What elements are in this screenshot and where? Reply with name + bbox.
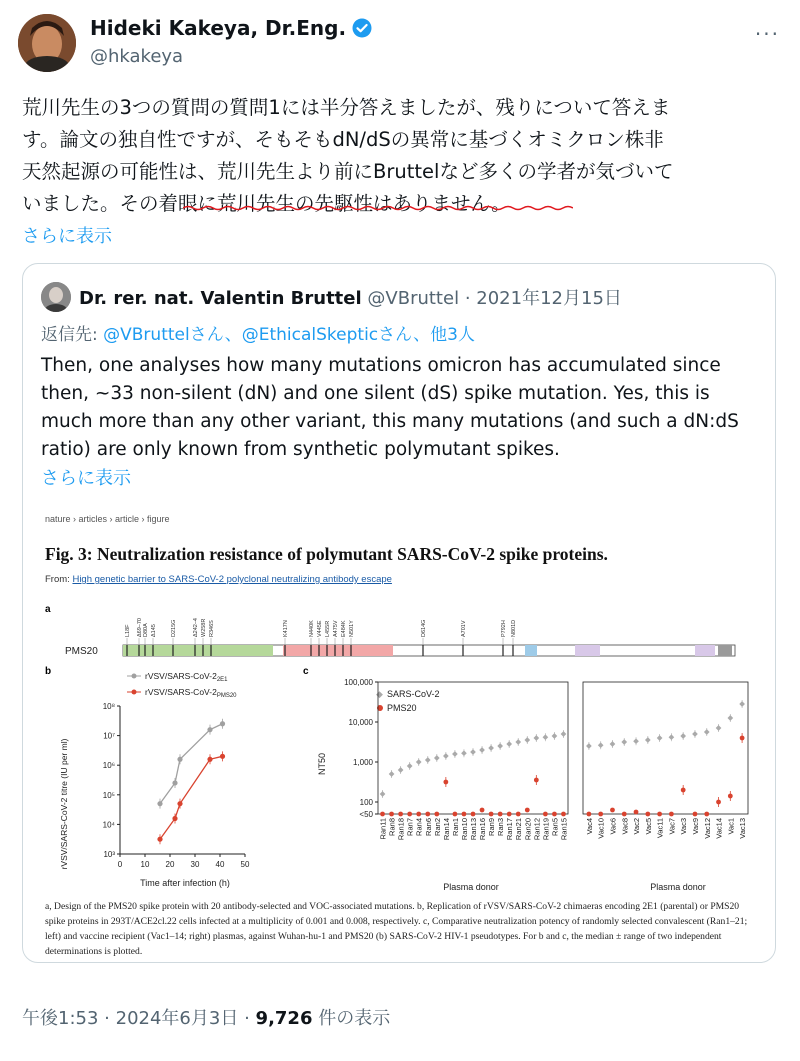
donor-label: Vac14 xyxy=(714,818,724,839)
pms20-point xyxy=(740,736,745,741)
donor-label: Ran1 xyxy=(450,818,460,836)
pms20-point xyxy=(398,812,403,817)
domain-grey xyxy=(718,645,732,656)
mutation-label: A701V xyxy=(461,620,467,637)
donor-label: Ran13 xyxy=(469,818,478,841)
donor-label: Ran14 xyxy=(441,818,451,841)
panel-c-label: c xyxy=(303,666,309,677)
sars-point xyxy=(680,733,686,739)
sars-point xyxy=(461,750,467,756)
sars-point xyxy=(488,745,494,751)
quote-author-avatar[interactable] xyxy=(41,282,71,312)
pms20-point xyxy=(669,812,674,817)
sars-point xyxy=(416,759,422,765)
sars-point xyxy=(425,757,431,763)
panel-b-xlabel: Time after infection (h) xyxy=(140,878,230,888)
quote-header xyxy=(79,284,622,310)
legend-sars-text: SARS-CoV-2 xyxy=(387,689,440,699)
legend-sars-marker: ◆ xyxy=(376,689,383,699)
mutation-label: A475V xyxy=(333,620,339,637)
verified-badge-icon xyxy=(352,18,372,38)
donor-label: Ran6 xyxy=(423,818,433,836)
pms20-point xyxy=(716,800,721,805)
y-tick-label: 10⁵ xyxy=(102,790,115,800)
sars-point xyxy=(716,725,722,731)
sars-point xyxy=(443,753,449,759)
panel-c-legend xyxy=(376,689,440,713)
y-tick-label: 10⁴ xyxy=(102,820,115,830)
pms20-point xyxy=(462,812,467,817)
y-tick-label: 10,000 xyxy=(348,718,373,727)
red-underline-annotation xyxy=(183,205,573,211)
donor-label: Ran16 xyxy=(478,818,488,841)
x-tick-label: 10 xyxy=(140,860,150,869)
domain-lilac-2 xyxy=(695,645,715,656)
pms20-point xyxy=(498,812,503,817)
donor-label: Ran11 xyxy=(378,818,388,840)
donor-label: Vac10 xyxy=(596,818,606,839)
donor-label: Ran18 xyxy=(396,818,406,841)
donor-label: Vac5 xyxy=(643,818,653,835)
sars-point xyxy=(610,741,616,747)
pms20-point xyxy=(434,812,439,817)
mutation-label: N501Y xyxy=(349,620,355,637)
pms20-point xyxy=(586,812,591,817)
quoted-tweet[interactable] xyxy=(22,263,776,963)
mutation-label: L455R xyxy=(325,620,331,637)
sars-point xyxy=(524,737,530,743)
donor-label: Vac6 xyxy=(608,818,618,835)
sars-point xyxy=(633,738,639,744)
donor-label: Ran8 xyxy=(387,818,397,836)
y-tick-label: 10⁷ xyxy=(103,731,115,741)
pms20-point xyxy=(380,812,385,817)
legend-pms20-c-text: PMS20 xyxy=(387,703,417,713)
mutation-label: Δ69–70 xyxy=(137,618,143,637)
sars-point xyxy=(552,733,558,739)
donor-label: Vac9 xyxy=(690,818,700,835)
pms20-construct-label: PMS20 xyxy=(65,646,98,657)
data-point xyxy=(220,721,225,726)
sars-point xyxy=(561,731,567,737)
quote-author-name[interactable]: Dr. rer. nat. Valentin Bruttel xyxy=(79,288,362,309)
x-tick-label: 0 xyxy=(117,860,123,869)
panel-b-ylabel: rVSV/SARS-CoV-2 titre (IU per ml) xyxy=(59,738,69,870)
panel-c-ylabel: NT50 xyxy=(317,752,327,776)
sars-point xyxy=(645,737,651,743)
sars-point xyxy=(692,731,698,737)
pms20-point xyxy=(598,812,603,817)
reply-to-users-link[interactable]: @VBruttelさん、@EthicalSkepticさん、他3人 xyxy=(103,325,475,345)
pms20-point xyxy=(704,812,709,817)
figure-title: Fig. 3: Neutralization resistance of polymutant SARS-CoV-2 spike proteins. xyxy=(45,544,608,564)
sars-point xyxy=(398,767,404,773)
pms20-point xyxy=(443,780,448,785)
donor-label: Ran3 xyxy=(496,818,506,836)
sars-point xyxy=(407,763,413,769)
mutation-label: Δ145 xyxy=(151,624,157,637)
data-point xyxy=(172,816,177,821)
data-point xyxy=(177,757,182,762)
donor-label: Ran5 xyxy=(550,818,560,836)
mutation-label: N440K xyxy=(309,620,315,637)
show-more-link[interactable]: さらに表示 xyxy=(22,226,112,247)
panel-c-chart xyxy=(303,664,763,894)
y-tick-label: 10⁶ xyxy=(102,761,115,771)
donor-label: Ran2 xyxy=(432,818,442,836)
donor-label: Vac1 xyxy=(726,818,736,835)
mutation-label: D80A xyxy=(143,623,149,637)
donor-label: Ran15 xyxy=(559,818,569,841)
pms20-point xyxy=(622,812,627,817)
more-options-icon[interactable]: ··· xyxy=(754,22,780,46)
mutation-label: R346S xyxy=(209,620,215,637)
mutation-label: V445E xyxy=(317,620,323,637)
pms20-point xyxy=(552,812,557,817)
donor-label: Vac11 xyxy=(655,818,665,839)
donor-label: Ran10 xyxy=(459,818,469,841)
donor-label: Vac8 xyxy=(620,818,630,835)
svg-text:rVSV/SARS-CoV-2PMS20 xyxy=(145,687,237,699)
pms20-point xyxy=(543,812,548,817)
sars-point xyxy=(739,701,745,707)
panel-b-label: b xyxy=(45,666,52,677)
mutation-label: D614G xyxy=(421,619,427,637)
donor-label: Vac12 xyxy=(702,818,712,839)
tweet-date[interactable]: 2024年6月3日 xyxy=(115,1008,239,1029)
donor-label: Ran7 xyxy=(405,818,415,836)
legend-pms20-marker xyxy=(132,690,137,695)
pms20-point xyxy=(516,812,521,817)
sars-point xyxy=(543,734,549,740)
x-tick-label: 20 xyxy=(165,860,175,869)
panel-c-xlabel-left: Plasma donor xyxy=(443,882,499,892)
pms20-point xyxy=(561,812,566,817)
series-line-1 xyxy=(160,756,223,839)
tweet-time[interactable]: 午後1:53 xyxy=(22,1008,99,1029)
quote-date[interactable]: 2021年12月15日 xyxy=(476,288,622,309)
pms20-point xyxy=(693,812,698,817)
data-point xyxy=(207,757,212,762)
sars-point xyxy=(380,791,386,797)
sars-point xyxy=(515,739,521,745)
pms20-point xyxy=(471,812,476,817)
legend-2e1-sub: 2E1 xyxy=(216,677,228,683)
figure-image[interactable] xyxy=(45,514,765,957)
pms20-point xyxy=(407,812,412,817)
data-point xyxy=(207,727,212,732)
pms20-point xyxy=(480,808,485,813)
sars-point xyxy=(586,743,592,749)
sars-point xyxy=(389,771,395,777)
mutation-label: Δ242–4 xyxy=(193,618,199,637)
y-tick-label: 100 xyxy=(359,798,373,807)
panel-a-construct-map xyxy=(45,602,765,662)
pms20-point xyxy=(657,812,662,817)
donor-label: Vac4 xyxy=(584,818,594,835)
pms20-point xyxy=(634,810,639,815)
author-avatar[interactable] xyxy=(18,14,76,72)
pms20-point xyxy=(681,788,686,793)
sars-point xyxy=(598,742,604,748)
rbd-domain xyxy=(283,645,393,656)
donor-label: Ran4 xyxy=(414,818,424,836)
donor-label: Vac3 xyxy=(679,818,689,835)
figure-caption: a, Design of the PMS20 spike protein with 20 antibody-selected and VOC-associated mutations. b, Replication of rVSV/SARS-CoV-2 chimaeras encoding 2E1 (parental) or PMS20 spike proteins in 293T/ACE2cl.22 cells infected at a multiplicity of 0.001 and 0.008, respectively. c, Comparative neutralization potency of randomly selected convalescent (Ran1–21; left) and vaccine recipient (Vac1–14; right) plasmas, against Wuhan-hu-1 and PMS20 (b) SARS-CoV-2 HIV-1 pseudotypes. For b and c, the median ± range of two independent determinations is plotted. xyxy=(45,901,748,957)
y-tick-label: 100,000 xyxy=(344,678,373,687)
sars-point xyxy=(727,715,733,721)
donor-label: Ran20 xyxy=(523,818,533,841)
tweet-metadata: 午後1:53 · 2024年6月3日 · 9,726 件の表示 xyxy=(22,1008,391,1029)
donor-label: Vac2 xyxy=(632,818,642,835)
pms20-point xyxy=(389,812,394,817)
x-tick-label: 40 xyxy=(215,860,225,869)
sars-point xyxy=(497,743,503,749)
donor-label: Ran17 xyxy=(505,818,515,841)
quote-separator: · xyxy=(464,288,471,309)
mutation-label: D215G xyxy=(171,619,177,637)
author-handle[interactable]: @hkakeya xyxy=(90,46,184,67)
mutation-label: N801D xyxy=(511,619,517,637)
pms20-point xyxy=(534,778,539,783)
view-count: 9,726 xyxy=(255,1008,313,1029)
sars-point xyxy=(470,749,476,755)
panel-c-xlabel-right: Plasma donor xyxy=(650,882,706,892)
mutation-label: P792H xyxy=(501,620,507,637)
pms20-point xyxy=(610,808,615,813)
sars-point xyxy=(452,751,458,757)
y-tick-label: 10⁸ xyxy=(102,702,115,711)
panel-b-chart xyxy=(45,664,295,894)
donor-label: Ran9 xyxy=(487,818,497,836)
data-point xyxy=(172,780,177,785)
panel-a-label: a xyxy=(45,604,51,615)
figure-source-link[interactable]: High genetic barrier to SARS-CoV-2 polyclonal neutralizing antibody escape xyxy=(72,574,392,585)
domain-lilac-1 xyxy=(575,645,600,656)
sars-point xyxy=(669,734,675,740)
view-count-label: 件の表示 xyxy=(318,1008,391,1029)
data-point xyxy=(220,754,225,759)
pms20-point xyxy=(728,794,733,799)
y-tick-label: 1,000 xyxy=(352,758,373,767)
pms20-point xyxy=(425,812,430,817)
sars-point xyxy=(506,741,512,747)
donor-label: Ran19 xyxy=(541,818,551,841)
mutation-label: L18F xyxy=(125,624,131,637)
author-name[interactable]: Hideki Kakeya, Dr.Eng. xyxy=(90,16,372,40)
x-tick-label: 50 xyxy=(240,860,250,869)
pms20-point xyxy=(489,812,494,817)
panel-c-frame-right xyxy=(583,682,748,814)
sars-point xyxy=(704,729,710,735)
sars-point xyxy=(534,735,540,741)
quote-text: Then, one analyses how many mutations omicron has accumulated since then, ~33 non-silent (dN) and one silent (dS) spike mutation. Yes, this is much more than any other variant, this many mutations (and such a dN:dS ratio) are only known from synthetic polymutant spikes. xyxy=(41,355,739,460)
pms20-point xyxy=(453,812,458,817)
sars-point xyxy=(621,739,627,745)
legend-2e1-text: rVSV/SARS-CoV-2 xyxy=(145,671,217,681)
mutation-label: E484K xyxy=(341,620,347,637)
quote-author-handle[interactable]: @VBruttel xyxy=(367,288,460,309)
sars-point xyxy=(479,747,485,753)
panel-b-legend xyxy=(127,671,237,699)
pms20-point xyxy=(645,812,650,817)
donor-label: Ran12 xyxy=(532,818,542,841)
legend-pms20-sub: PMS20 xyxy=(216,693,237,699)
data-point xyxy=(157,837,162,842)
pms20-point xyxy=(507,812,512,817)
quote-show-more-link[interactable]: さらに表示 xyxy=(41,468,131,489)
legend-2e1-marker xyxy=(132,674,137,679)
figure-breadcrumb: nature › articles › article › figure xyxy=(45,514,170,524)
y-tick-label: 10³ xyxy=(103,850,115,859)
sars-point xyxy=(434,755,440,761)
pms20-point xyxy=(525,808,530,813)
data-point xyxy=(177,801,182,806)
series-line-0 xyxy=(160,724,223,804)
pms20-point xyxy=(416,812,421,817)
mutation-label: K417N xyxy=(283,620,289,637)
donor-label: Ran21 xyxy=(514,818,524,841)
quote-reply-to: 返信先: @VBruttelさん、@EthicalSkepticさん、他3人 xyxy=(41,325,475,345)
y-tick-label: <50 xyxy=(359,810,373,819)
x-tick-label: 30 xyxy=(190,860,200,869)
donor-label: Vac13 xyxy=(738,818,748,839)
svg-text:rVSV/SARS-CoV-22E1 xyxy=(145,671,228,683)
data-point xyxy=(157,801,162,806)
donor-label: Vac7 xyxy=(667,818,677,835)
tweet-text: 荒川先生の3つの質問の質問1には半分答えましたが、残りについて答えま す。論文の独自性ですが、そもそもdN/dSの異常に基づくオミクロン株非 天然起源の可能性は、荒川先生より前にBruttelなど多くの学者が気づいて いました。その着眼に荒川先生の先駆性はありません。 xyxy=(22,96,674,215)
sars-point xyxy=(657,735,663,741)
figure-source: From: High genetic barrier to SARS-CoV-2 polyclonal neutralizing antibody escape xyxy=(45,574,392,585)
mutation-label: W258R xyxy=(201,618,207,637)
domain-blue xyxy=(525,645,537,656)
legend-pms20-text: rVSV/SARS-CoV-2 xyxy=(145,687,217,697)
